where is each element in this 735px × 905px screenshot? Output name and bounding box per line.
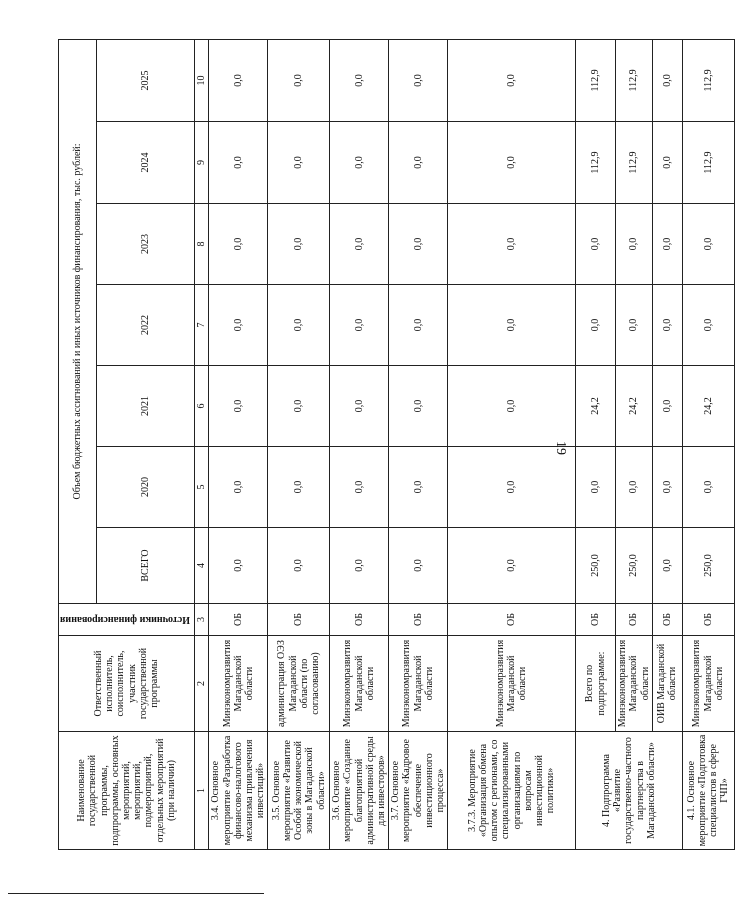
cell-year-value: 0,0 bbox=[268, 285, 330, 366]
cell-year-value: 24,2 bbox=[576, 366, 616, 447]
table-row bbox=[576, 39, 616, 849]
header-year: 2025 bbox=[97, 39, 195, 121]
cell-total: 0,0 bbox=[448, 528, 576, 604]
footer-rule bbox=[8, 893, 264, 894]
cell-year-value: 112,9 bbox=[682, 122, 734, 204]
cell-year-value: 0,0 bbox=[389, 366, 448, 447]
column-number: 9 bbox=[195, 122, 209, 204]
cell-year-value: 0,0 bbox=[389, 285, 448, 366]
cell-year-value: 0,0 bbox=[652, 39, 682, 121]
header-year: 2020 bbox=[97, 447, 195, 528]
cell-executor: Минэкономразвития Магаданской области bbox=[616, 636, 653, 732]
cell-year-value: 0,0 bbox=[209, 39, 268, 121]
page-number: 19 bbox=[553, 441, 568, 455]
cell-year-value: 0,0 bbox=[330, 204, 389, 285]
cell-year-value: 0,0 bbox=[209, 204, 268, 285]
cell-name: 4.1. Основное мероприятие «Подготовка специалистов в сфере ГЧП» bbox=[682, 732, 734, 850]
cell-total: 250,0 bbox=[616, 528, 653, 604]
header-year: 2023 bbox=[97, 204, 195, 285]
cell-executor: Всего по подпрограмме: bbox=[576, 636, 616, 732]
cell-year-value: 0,0 bbox=[652, 204, 682, 285]
cell-year-value: 0,0 bbox=[209, 447, 268, 528]
table-row bbox=[389, 39, 448, 849]
cell-executor: Минэкономразвития Магаданской области bbox=[682, 636, 734, 732]
cell-year-value: 0,0 bbox=[652, 366, 682, 447]
cell-year-value: 112,9 bbox=[576, 122, 616, 204]
cell-executor: Минэкономразвития Магаданской области bbox=[389, 636, 448, 732]
cell-year-value: 0,0 bbox=[682, 285, 734, 366]
cell-name: 4. Подпрограмма «Развитие государственно-частного партнерства в Магаданской области» bbox=[576, 732, 683, 850]
header-year: 2024 bbox=[97, 122, 195, 204]
cell-name: 3.4. Основное мероприятие «Разработка финансово-налогового механизма привлечения инвестиций» bbox=[209, 732, 268, 850]
cell-source: ОБ bbox=[389, 604, 448, 636]
cell-year-value: 0,0 bbox=[682, 204, 734, 285]
column-number: 4 bbox=[195, 528, 209, 604]
header-year: 2022 bbox=[97, 285, 195, 366]
cell-source: ОБ bbox=[268, 604, 330, 636]
cell-total: 250,0 bbox=[682, 528, 734, 604]
cell-year-value: 112,9 bbox=[616, 39, 653, 121]
cell-year-value: 0,0 bbox=[652, 285, 682, 366]
cell-source: ОБ bbox=[652, 604, 682, 636]
column-number: 3 bbox=[195, 604, 209, 636]
cell-year-value: 0,0 bbox=[330, 39, 389, 121]
cell-year-value: 0,0 bbox=[652, 447, 682, 528]
cell-source: ОБ bbox=[616, 604, 653, 636]
header-name: Наименование государственной программы, подпрограммы, основных мероприятий, мероприятий, подмероприятий, отдельных мероприятий (при наличии) bbox=[59, 732, 195, 850]
cell-year-value: 0,0 bbox=[448, 39, 576, 121]
cell-year-value: 0,0 bbox=[682, 447, 734, 528]
header-funding: Объем бюджетных ассигнований и иных источников финансирования, тыс. рублей: bbox=[59, 39, 97, 603]
cell-year-value: 0,0 bbox=[448, 122, 576, 204]
cell-year-value: 0,0 bbox=[448, 204, 576, 285]
column-number: 5 bbox=[195, 447, 209, 528]
table-row bbox=[268, 39, 330, 849]
budget-table bbox=[58, 39, 735, 850]
cell-year-value: 0,0 bbox=[616, 204, 653, 285]
column-number: 8 bbox=[195, 204, 209, 285]
cell-year-value: 0,0 bbox=[268, 122, 330, 204]
header-executor: Ответственный исполнитель, соисполнитель, участник государственной программы bbox=[59, 636, 195, 732]
cell-year-value: 0,0 bbox=[268, 204, 330, 285]
cell-year-value: 0,0 bbox=[389, 447, 448, 528]
cell-year-value: 0,0 bbox=[268, 39, 330, 121]
cell-year-value: 0,0 bbox=[330, 447, 389, 528]
cell-year-value: 0,0 bbox=[389, 122, 448, 204]
cell-year-value: 0,0 bbox=[448, 285, 576, 366]
cell-name: 3.5. Основное мероприятие «Развитие Особой экономической зоны в Магаданской области» bbox=[268, 732, 330, 850]
column-number: 10 bbox=[195, 39, 209, 121]
cell-source: ОБ bbox=[576, 604, 616, 636]
table-row bbox=[652, 39, 682, 849]
header-source-label: Источники финансирования bbox=[60, 614, 190, 626]
cell-year-value: 0,0 bbox=[268, 447, 330, 528]
cell-year-value: 24,2 bbox=[682, 366, 734, 447]
cell-year-value: 0,0 bbox=[389, 204, 448, 285]
column-number: 7 bbox=[195, 285, 209, 366]
cell-total: 0,0 bbox=[389, 528, 448, 604]
column-number: 2 bbox=[195, 636, 209, 732]
header-total: ВСЕГО bbox=[97, 528, 195, 604]
cell-year-value: 0,0 bbox=[616, 447, 653, 528]
column-number: 6 bbox=[195, 366, 209, 447]
cell-year-value: 0,0 bbox=[330, 366, 389, 447]
cell-year-value: 0,0 bbox=[330, 285, 389, 366]
cell-total: 0,0 bbox=[209, 528, 268, 604]
cell-executor: Минэкономразвития Магаданской области bbox=[209, 636, 268, 732]
cell-total: 0,0 bbox=[330, 528, 389, 604]
cell-year-value: 0,0 bbox=[448, 447, 576, 528]
cell-name: 3.7.3. Мероприятие «Организация обмена опытом с регионами, со специализированными организациями по вопросам инвестиционной политики» bbox=[448, 732, 576, 850]
cell-source: ОБ bbox=[682, 604, 734, 636]
cell-source: ОБ bbox=[448, 604, 576, 636]
table-row bbox=[616, 39, 653, 849]
cell-year-value: 0,0 bbox=[576, 285, 616, 366]
cell-total: 0,0 bbox=[268, 528, 330, 604]
cell-total: 0,0 bbox=[652, 528, 682, 604]
header-year: 2021 bbox=[97, 366, 195, 447]
cell-year-value: 0,0 bbox=[576, 204, 616, 285]
cell-executor: ОИВ Магаданской области bbox=[652, 636, 682, 732]
cell-name: 3.6. Основное мероприятие «Создание благоприятной административной среды для инвесторов» bbox=[330, 732, 389, 850]
cell-source: ОБ bbox=[330, 604, 389, 636]
cell-year-value: 0,0 bbox=[389, 39, 448, 121]
cell-year-value: 24,2 bbox=[616, 366, 653, 447]
header-source bbox=[59, 604, 195, 636]
table-row bbox=[682, 39, 734, 849]
cell-year-value: 0,0 bbox=[448, 366, 576, 447]
cell-year-value: 112,9 bbox=[682, 39, 734, 121]
cell-source: ОБ bbox=[209, 604, 268, 636]
rotated-table-wrapper bbox=[58, 40, 731, 850]
cell-total: 250,0 bbox=[576, 528, 616, 604]
cell-year-value: 0,0 bbox=[616, 285, 653, 366]
cell-year-value: 112,9 bbox=[576, 39, 616, 121]
cell-executor: Минэкономразвития Магаданской области bbox=[330, 636, 389, 732]
cell-name: 3.7. Основное мероприятие «Кадровое обеспечение инвестиционного процесса» bbox=[389, 732, 448, 850]
cell-year-value: 0,0 bbox=[268, 366, 330, 447]
cell-year-value: 0,0 bbox=[209, 285, 268, 366]
cell-year-value: 0,0 bbox=[330, 122, 389, 204]
cell-executor: администрация ОЭЗ Магаданской области (по согласованию) bbox=[268, 636, 330, 732]
column-number-row bbox=[195, 39, 209, 849]
table-row bbox=[448, 39, 576, 849]
table-row bbox=[209, 39, 268, 849]
cell-year-value: 0,0 bbox=[209, 122, 268, 204]
cell-year-value: 0,0 bbox=[209, 366, 268, 447]
column-number: 1 bbox=[195, 732, 209, 850]
cell-year-value: 0,0 bbox=[576, 447, 616, 528]
cell-year-value: 112,9 bbox=[616, 122, 653, 204]
cell-executor: Минэкономразвития Магаданской области bbox=[448, 636, 576, 732]
cell-year-value: 0,0 bbox=[652, 122, 682, 204]
table-row bbox=[330, 39, 389, 849]
